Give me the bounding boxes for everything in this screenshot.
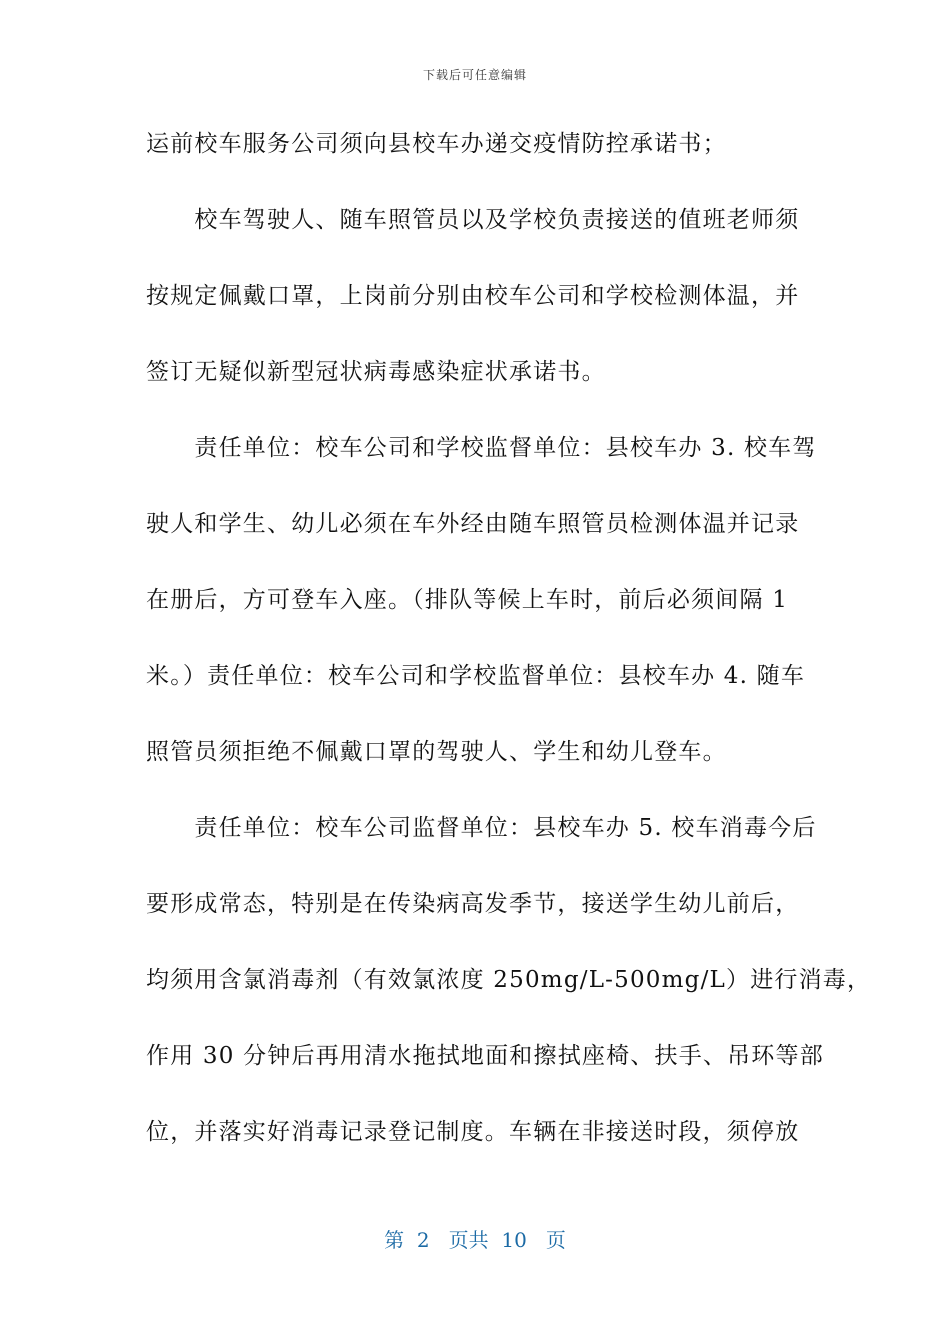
header-note: 下载后可任意编辑 — [422, 68, 527, 82]
body-line: 校车驾驶人、随车照管员以及学校负责接送的值班老师须 — [146, 207, 800, 233]
body-line: 驶人和学生、幼儿必须在车外经由随车照管员检测体温并记录 — [146, 511, 800, 537]
body-line: 责任单位：校车公司和学校监督单位：县校车办 3. 校车驾 — [146, 435, 817, 461]
body-line: 在册后，方可登车入座。（排队等候上车时，前后必须间隔 1 — [146, 587, 789, 613]
body-line: 照管员须拒绝不佩戴口罩的驾驶人、学生和幼儿登车。 — [146, 739, 727, 765]
body-line: 米。）责任单位：校车公司和学校监督单位：县校车办 4. 随车 — [146, 663, 806, 689]
body-line: 按规定佩戴口罩，上岗前分别由校车公司和学校检测体温，并 — [146, 283, 800, 309]
body-line: 要形成常态，特别是在传染病高发季节，接送学生幼儿前后， — [146, 891, 800, 917]
body-line: 运前校车服务公司须向县校车办递交疫情防控承诺书； — [146, 131, 727, 157]
body-line: 位，并落实好消毒记录登记制度。车辆在非接送时段，须停放 — [146, 1119, 800, 1145]
document-body — [146, 118, 872, 1182]
body-line: 均须用含氯消毒剂（有效氯浓度 250mg/L-500mg/L）进行消毒， — [146, 967, 872, 993]
body-line: 作用 30 分钟后再用清水拖拭地面和擦拭座椅、扶手、吊环等部 — [146, 1043, 824, 1069]
body-line: 签订无疑似新型冠状病毒感染症状承诺书。 — [146, 359, 606, 385]
page-number-footer: 第 2 页共 10 页 — [384, 1228, 566, 1252]
body-line: 责任单位：校车公司监督单位：县校车办 5. 校车消毒今后 — [146, 815, 817, 841]
